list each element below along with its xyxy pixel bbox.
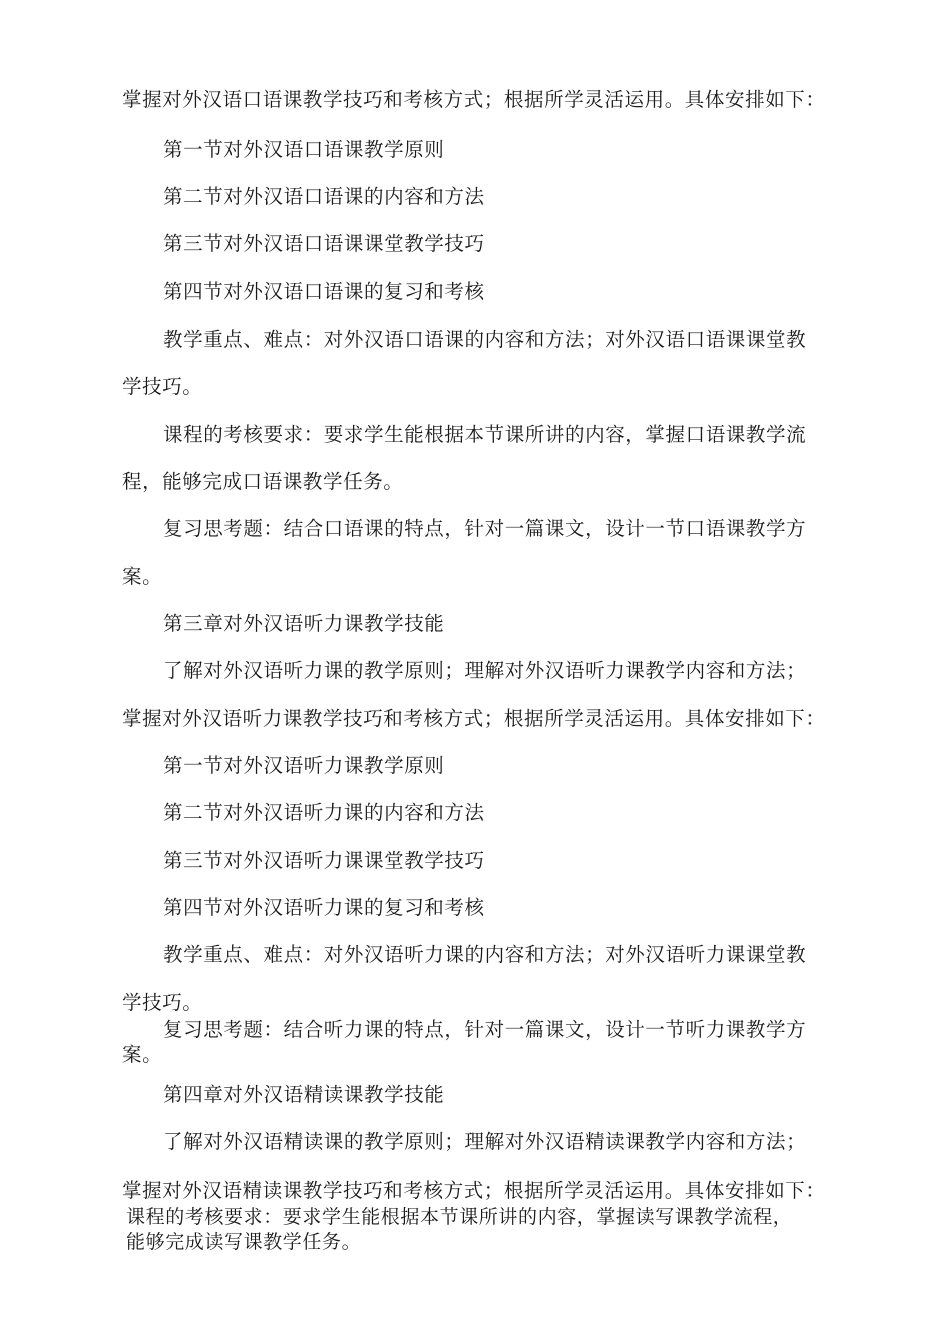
paragraph-line: 了解对外汉语精读课的教学原则；理解对外汉语精读课教学内容和方法； <box>163 1130 807 1153</box>
paragraph-line: 复习思考题：结合听力课的特点，针对一篇课文，设计一节听力课教学方 <box>163 1018 807 1041</box>
paragraph-line: 掌握对外汉语精读课教学技巧和考核方式；根据所学灵活运用。具体安排如下： <box>122 1179 826 1202</box>
paragraph-line: 程，能够完成口语课教学任务。 <box>122 470 404 493</box>
section-heading: 第二节对外汉语听力课的内容和方法 <box>163 801 485 824</box>
paragraph-line: 案。 <box>122 1043 163 1066</box>
paragraph-line: 掌握对外汉语听力课教学技巧和考核方式；根据所学灵活运用。具体安排如下： <box>122 707 826 730</box>
paragraph-line: 能够完成读写课教学任务。 <box>126 1231 362 1253</box>
paragraph-line: 复习思考题：结合口语课的特点，针对一篇课文，设计一节口语课教学方 <box>163 517 807 540</box>
section-heading: 第一节对外汉语口语课教学原则 <box>163 138 445 161</box>
paragraph-line: 课程的考核要求：要求学生能根据本节课所讲的内容，掌握读写课教学流程， <box>126 1206 793 1228</box>
section-heading: 第四节对外汉语口语课的复习和考核 <box>163 280 485 303</box>
chapter-heading: 第三章对外汉语听力课教学技能 <box>163 612 445 635</box>
section-heading: 第四节对外汉语听力课的复习和考核 <box>163 896 485 919</box>
paragraph-line: 课程的考核要求：要求学生能根据本节课所讲的内容，掌握口语课教学流 <box>163 423 807 446</box>
section-heading: 第三节对外汉语口语课课堂教学技巧 <box>163 232 485 255</box>
paragraph-line: 学技巧。 <box>122 375 203 398</box>
section-heading: 第一节对外汉语听力课教学原则 <box>163 754 445 777</box>
paragraph-line: 案。 <box>122 565 163 588</box>
paragraph-line: 了解对外汉语听力课的教学原则；理解对外汉语听力课教学内容和方法； <box>163 659 807 682</box>
paragraph-line: 学技巧。 <box>122 991 203 1014</box>
paragraph-line: 掌握对外汉语口语课教学技巧和考核方式；根据所学灵活运用。具体安排如下： <box>122 88 826 111</box>
section-heading: 第二节对外汉语口语课的内容和方法 <box>163 185 485 208</box>
chapter-heading: 第四章对外汉语精读课教学技能 <box>163 1083 445 1106</box>
paragraph-line: 教学重点、难点：对外汉语口语课的内容和方法；对外汉语口语课课堂教 <box>163 328 807 351</box>
section-heading: 第三节对外汉语听力课课堂教学技巧 <box>163 849 485 872</box>
paragraph-line: 教学重点、难点：对外汉语听力课的内容和方法；对外汉语听力课课堂教 <box>163 943 807 966</box>
